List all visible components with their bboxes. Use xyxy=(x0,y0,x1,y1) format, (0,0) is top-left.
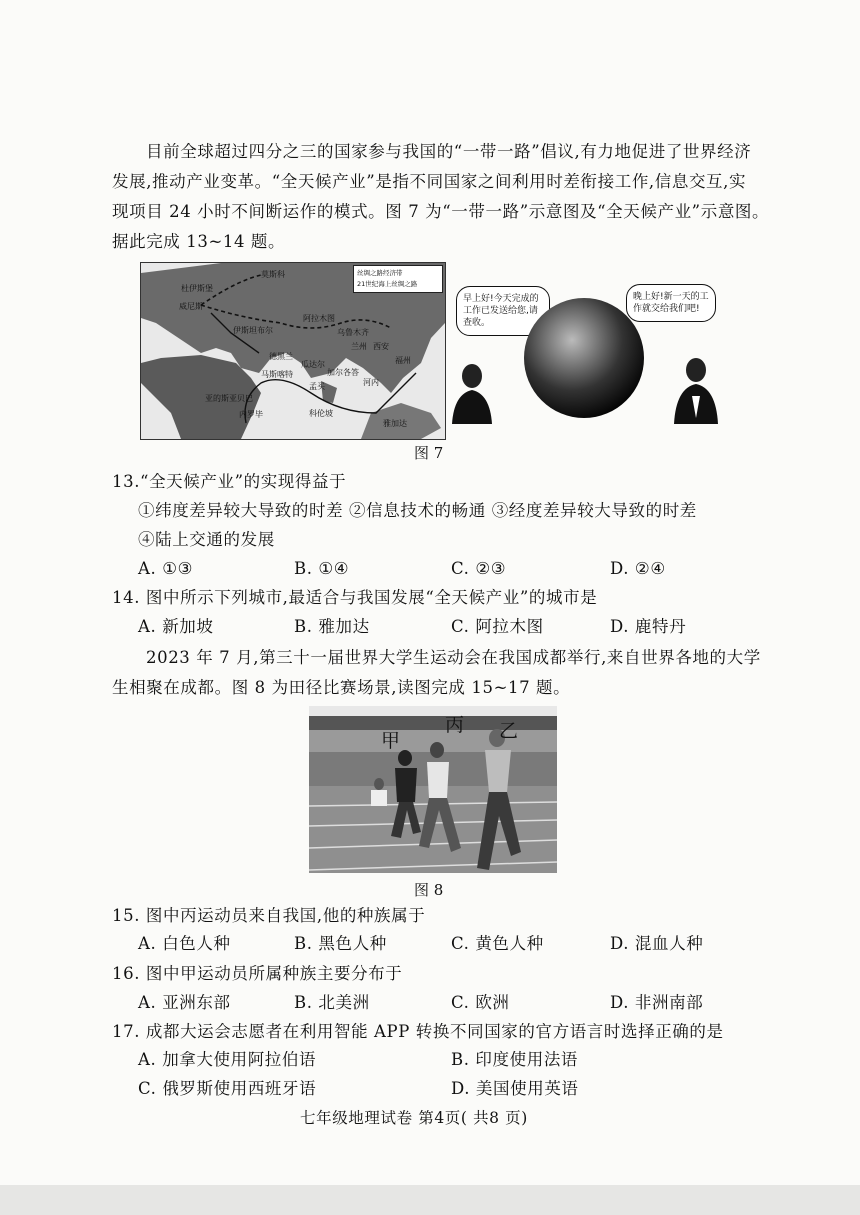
runner-label-bing: 丙 xyxy=(445,714,465,736)
q16-choice-c[interactable]: C. 欧洲 xyxy=(451,993,510,1012)
city-label: 兰州 xyxy=(351,342,367,351)
city-label: 德黑兰 xyxy=(269,352,293,361)
city-label: 瓜达尔 xyxy=(301,360,325,369)
q15-choice-b[interactable]: B. 黑色人种 xyxy=(294,934,387,953)
legend-line-1: 丝绸之路经济带 xyxy=(357,269,403,277)
q15-choice-a[interactable]: A. 白色人种 xyxy=(138,934,231,953)
q13-options-line-2: ④陆上交通的发展 xyxy=(138,530,275,549)
city-label: 加尔各答 xyxy=(327,368,359,377)
globe-icon xyxy=(524,298,644,418)
q17-choice-c[interactable]: C. 俄罗斯使用西班牙语 xyxy=(138,1079,317,1098)
belt-road-map xyxy=(140,262,446,440)
track-race-photo xyxy=(309,706,557,873)
city-label: 福州 xyxy=(395,356,411,365)
city-label: 莫斯科 xyxy=(261,270,285,279)
city-label: 河内 xyxy=(363,378,379,387)
runner-label-yi: 乙 xyxy=(499,720,519,742)
q16-stem: 16. 图中甲运动员所属种族主要分布于 xyxy=(112,964,403,983)
city-label: 杜伊斯堡 xyxy=(181,284,213,293)
city-label: 阿拉木图 xyxy=(303,314,335,323)
q14-choice-b[interactable]: B. 雅加达 xyxy=(294,617,370,636)
city-label: 孟买 xyxy=(309,382,325,391)
intro-line-3: 现项目 24 小时不间断运作的模式。图 7 为“一带一路”示意图及“全天候产业”示意图。 xyxy=(112,202,770,221)
q17-choice-d[interactable]: D. 美国使用英语 xyxy=(451,1079,579,1098)
figure-8-caption: 图 8 xyxy=(414,881,444,899)
intro-line-1: 目前全球超过四分之三的国家参与我国的“一带一路”倡议,有力地促进了世界经济 xyxy=(146,142,752,161)
intro-line-2: 发展,推动产业变革。“全天候产业”是指不同国家之间利用时差衔接工作,信息交互,实 xyxy=(112,172,747,191)
q16-choice-d[interactable]: D. 非洲南部 xyxy=(610,993,704,1012)
intro2-line-1: 2023 年 7 月,第三十一届世界大学生运动会在我国成都举行,来自世界各地的大学 xyxy=(146,648,761,667)
city-label: 西安 xyxy=(373,342,389,351)
runner-label-jia: 甲 xyxy=(381,730,401,752)
city-label: 威尼斯 xyxy=(179,302,203,311)
legend-line-2: 21世纪海上丝绸之路 xyxy=(357,280,418,288)
q14-stem: 14. 图中所示下列城市,最适合与我国发展“全天候产业”的城市是 xyxy=(112,588,598,607)
map-legend xyxy=(353,265,443,293)
city-label: 乌鲁木齐 xyxy=(337,328,369,337)
city-label: 马斯喀特 xyxy=(261,370,293,379)
page-footer: 七年级地理试卷 第4页( 共8 页) xyxy=(300,1109,528,1127)
scan-bottom-edge xyxy=(0,1185,860,1215)
q14-choice-d[interactable]: D. 鹿特丹 xyxy=(610,617,687,636)
city-label: 科伦坡 xyxy=(309,409,333,418)
q13-stem: 13.“全天候产业”的实现得益于 xyxy=(112,472,347,491)
q15-stem: 15. 图中丙运动员来自我国,他的种族属于 xyxy=(112,906,426,925)
photo-graphic xyxy=(309,706,557,873)
q13-choice-c[interactable]: C. ②③ xyxy=(451,559,507,578)
city-label: 内罗毕 xyxy=(239,410,263,419)
figure-7-caption: 图 7 xyxy=(414,444,444,462)
all-weather-industry-illustration xyxy=(448,278,720,424)
q14-choice-a[interactable]: A. 新加坡 xyxy=(138,617,214,636)
q17-choice-a[interactable]: A. 加拿大使用阿拉伯语 xyxy=(138,1050,317,1069)
city-label: 雅加达 xyxy=(383,419,407,428)
q17-stem: 17. 成都大运会志愿者在利用智能 APP 转换不同国家的官方语言时选择正确的是 xyxy=(112,1022,724,1041)
q13-choice-d[interactable]: D. ②④ xyxy=(610,559,666,578)
q13-choice-b[interactable]: B. ①④ xyxy=(294,559,350,578)
speech-bubble-right: 晚上好!新一天的工作就交给我们吧! xyxy=(626,284,716,322)
city-label: 伊斯坦布尔 xyxy=(233,326,273,335)
q16-choice-a[interactable]: A. 亚洲东部 xyxy=(138,993,231,1012)
q13-options-line-1: ①纬度差异较大导致的时差 ②信息技术的畅通 ③经度差异较大导致的时差 xyxy=(138,501,697,520)
q17-choice-b[interactable]: B. 印度使用法语 xyxy=(451,1050,579,1069)
q14-choice-c[interactable]: C. 阿拉木图 xyxy=(451,617,544,636)
q16-choice-b[interactable]: B. 北美洲 xyxy=(294,993,370,1012)
q15-choice-c[interactable]: C. 黄色人种 xyxy=(451,934,544,953)
intro-line-4: 据此完成 13~14 题。 xyxy=(112,232,286,251)
globe-and-people xyxy=(448,278,720,424)
q15-choice-d[interactable]: D. 混血人种 xyxy=(610,934,704,953)
intro2-line-2: 生相聚在成都。图 8 为田径比赛场景,读图完成 15~17 题。 xyxy=(112,678,571,697)
city-label: 亚的斯亚贝巴 xyxy=(205,394,253,403)
q13-choice-a[interactable]: A. ①③ xyxy=(138,559,193,578)
speech-bubble-left: 早上好!今天完成的工作已发送给您,请查收。 xyxy=(456,286,550,336)
